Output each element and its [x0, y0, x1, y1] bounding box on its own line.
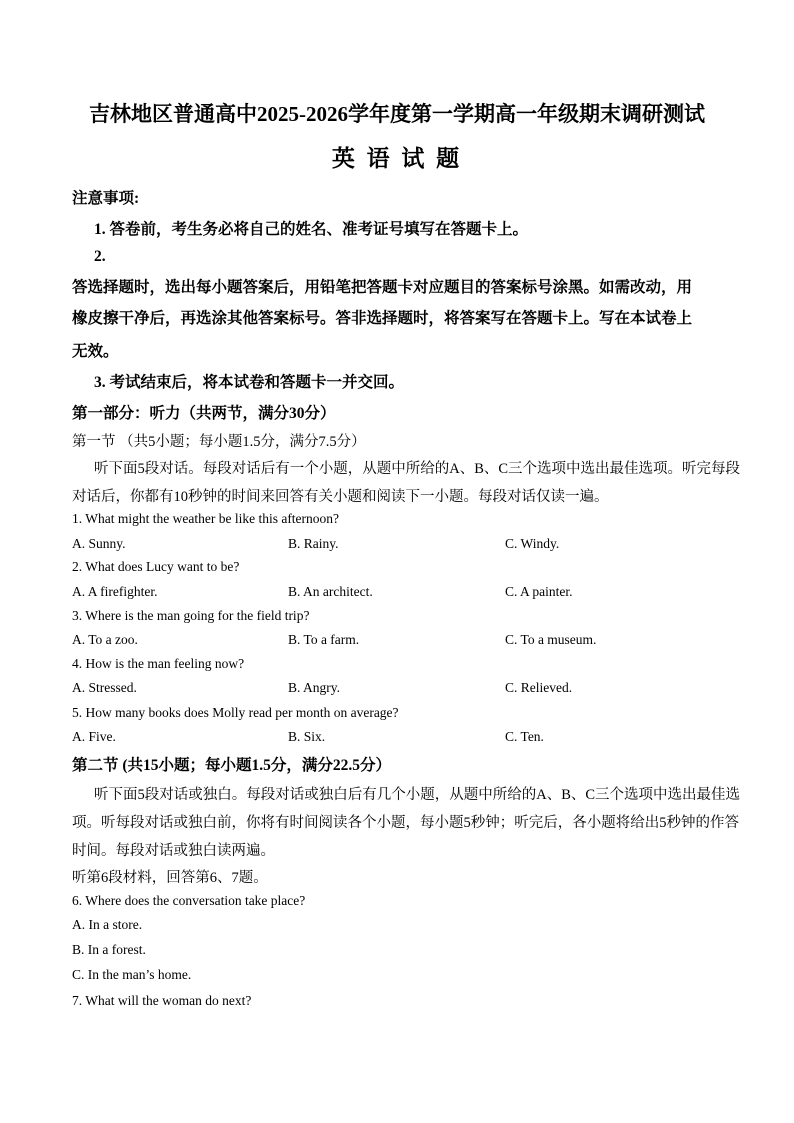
section2-heading: 第二节 (共15小题；每小题1.5分，满分22.5分） — [72, 757, 392, 774]
question-6-option-a: A. In a store. — [72, 917, 143, 932]
question-4-option-b: B. Angry. — [288, 680, 341, 695]
question-2: 2. What does Lucy want to be? — [72, 559, 240, 574]
question-7: 7. What will the woman do next? — [72, 993, 252, 1008]
section1-instructions-line2: 对话后，你都有10秒钟的时间来回答有关小题和阅读下一小题。每段对话仅读一遍。 — [72, 489, 609, 505]
notice-item-1: 1. 答卷前，考生务必将自己的姓名、准考证号填写在答题卡上。 — [94, 221, 529, 238]
question-6: 6. Where does the conversation take place? — [72, 893, 306, 908]
material-6-heading: 听第6段材料，回答第6、7题。 — [72, 870, 268, 886]
page-subtitle: 英 语 试 题 — [331, 146, 463, 171]
question-1: 1. What might the weather be like this afternoon? — [72, 511, 340, 526]
question-6-option-b: B. In a forest. — [72, 942, 146, 957]
notice-item-3: 3. 考试结束后，将本试卷和答题卡一并交回。 — [94, 374, 405, 391]
section2-instructions-line3: 时间。每段对话或独白读两遍。 — [72, 843, 275, 859]
notice-item-2-number: 2. — [94, 248, 106, 265]
question-6-option-c: C. In the man’s home. — [72, 967, 192, 982]
question-3-option-b: B. To a farm. — [288, 632, 360, 647]
question-4-option-a: A. Stressed. — [72, 680, 137, 695]
question-2-option-a: A. A firefighter. — [72, 584, 158, 599]
section2-instructions-line2: 项。听每段对话或独白前，你将有时间阅读各个小题，每小题5秒钟；听完后，各小题将给出5秒钟的作答 — [72, 815, 739, 831]
part1-heading: 第一部分：听力（共两节，满分30分） — [72, 405, 336, 422]
question-5-option-a: A. Five. — [72, 729, 116, 744]
question-1-option-c: C. Windy. — [505, 536, 560, 551]
question-1-option-b: B. Rainy. — [288, 536, 339, 551]
question-3-option-a: A. To a zoo. — [72, 632, 138, 647]
question-1-option-a: A. Sunny. — [72, 536, 126, 551]
question-4-option-c: C. Relieved. — [505, 680, 573, 695]
question-3-option-c: C. To a museum. — [505, 632, 597, 647]
notice-item-2-line1: 答选择题时，选出每小题答案后，用铅笔把答题卡对应题目的答案标号涂黑。如需改动，用 — [72, 279, 693, 296]
question-2-option-b: B. An architect. — [288, 584, 373, 599]
question-5-option-b: B. Six. — [288, 729, 326, 744]
question-5: 5. How many books does Molly read per month on average? — [72, 705, 399, 720]
section1-heading: 第一节 （共5小题；每小题1.5分，满分7.5分） — [72, 434, 366, 450]
question-4: 4. How is the man feeling now? — [72, 656, 245, 671]
page-title: 吉林地区普通高中2025-2026学年度第一学期高一年级期末调研测试 — [89, 102, 705, 126]
section1-instructions-line1: 听下面5段对话。每段对话后有一个小题，从题中所给的A、B、C三个选项中选出最佳选项。听完每段 — [94, 461, 741, 477]
notice-item-2-line2: 橡皮擦干净后，再选涂其他答案标号。答非选择题时，将答案写在答题卡上。写在本试卷上 — [72, 310, 693, 327]
notice-heading: 注意事项: — [72, 190, 140, 207]
question-5-option-c: C. Ten. — [505, 729, 544, 744]
question-3: 3. Where is the man going for the field trip? — [72, 608, 310, 623]
notice-item-2-line3: 无效。 — [72, 343, 119, 360]
question-2-option-c: C. A painter. — [505, 584, 573, 599]
section2-instructions-line1: 听下面5段对话或独白。每段对话或独白后有几个小题，从题中所给的A、B、C三个选项中选出最佳选 — [94, 787, 741, 803]
